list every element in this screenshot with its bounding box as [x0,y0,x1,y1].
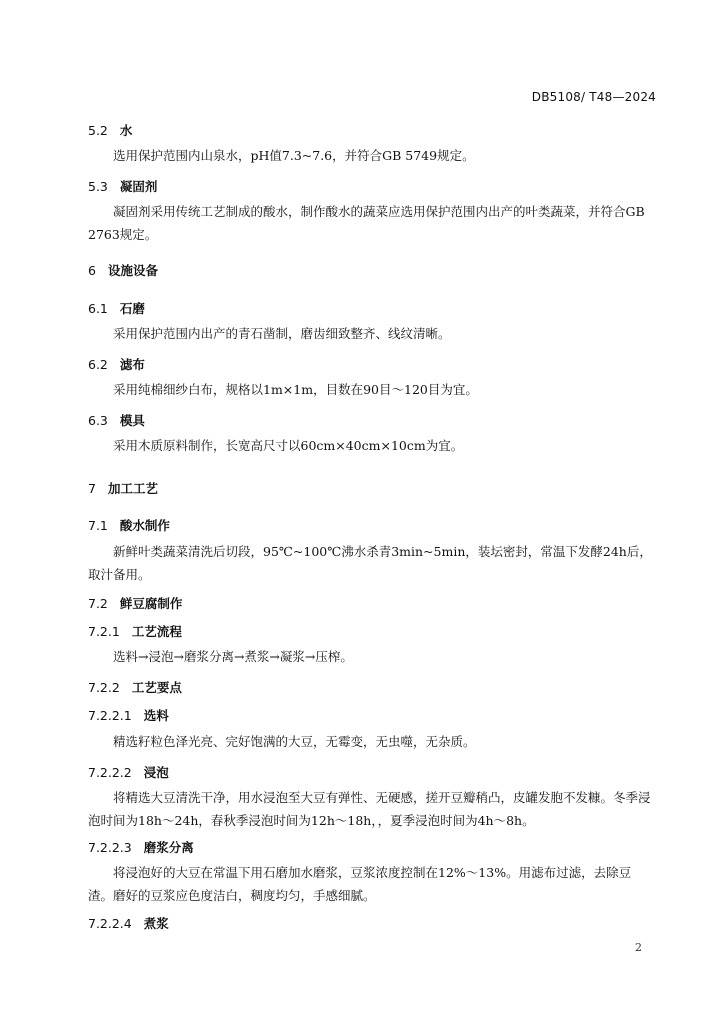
section-number: 6.3 [88,413,108,428]
section-number: 7.2.2.1 [88,708,132,723]
doc-code: DB5108/ T48—2024 [531,90,656,104]
paragraph: 精选籽粒色泽光亮、完好饱满的大豆，无霉变，无虫噬，无杂质。 [113,734,476,749]
section-heading-6 [88,261,158,279]
paragraph: 凝固剂采用传统工艺制成的酸水，制作酸水的蔬菜应选用保护范围内出产的叶类蔬菜，并符合GB 2763规定。 [88,204,645,242]
section-number: 6.2 [88,357,108,372]
section-title: 设施设备 [107,263,158,278]
paragraph: 选用保护范围内山泉水，pH值7.3~7.6，并符合GB 5749规定。 [113,148,475,163]
section-heading-6-2 [88,355,145,373]
section-title: 选料 [143,708,169,723]
paragraph: 将浸泡好的大豆在常温下用石磨加水磨浆，豆浆浓度控制在12%～13%。用滤布过滤，去除豆渣。磨好的豆浆应色度洁白，稠度均匀，手感细腻。 [88,865,632,903]
section-title: 石磨 [119,301,145,316]
section-title: 模具 [119,413,145,428]
section-heading-7-2-2-1 [88,706,169,724]
section-title: 酸水制作 [119,518,170,533]
section-number: 5.2 [88,123,108,138]
section-heading-7-2-2-3 [88,838,194,856]
section-number: 7 [88,481,96,496]
section-number: 5.3 [88,179,108,194]
section-heading-7-2 [88,594,182,612]
section-title: 工艺要点 [131,680,182,695]
section-heading-7-2-2-2 [88,763,169,781]
page-number: 2 [635,941,642,954]
section-title: 煮浆 [143,916,169,931]
section-title: 凝固剂 [119,179,158,194]
section-heading-6-1 [88,299,145,317]
section-title: 工艺流程 [131,624,182,639]
section-title: 浸泡 [143,765,169,780]
section-number: 6 [88,263,96,278]
section-number: 7.2.2 [88,680,120,695]
section-heading-6-3 [88,411,145,429]
paragraph: 采用保护范围内出产的青石凿制，磨齿细致整齐、线纹清晰。 [113,326,451,341]
section-heading-7-2-2-4 [88,914,169,932]
section-number: 7.2.1 [88,624,120,639]
section-number: 7.2.2.3 [88,840,132,855]
paragraph: 采用纯棉细纱白布，规格以1m×1m，目数在90目～120目为宜。 [113,382,478,397]
section-heading-5-2 [88,121,132,139]
section-title: 滤布 [119,357,145,372]
section-title: 鲜豆腐制作 [119,596,183,611]
section-title: 磨浆分离 [143,840,194,855]
section-number: 7.2.2.2 [88,765,132,780]
section-title: 水 [119,123,133,138]
section-number: 7.2 [88,596,108,611]
section-heading-7-2-1 [88,622,182,640]
section-title: 加工工艺 [107,481,158,496]
section-heading-5-3 [88,177,157,195]
section-heading-7 [88,479,158,497]
paragraph: 新鲜叶类蔬菜清洗后切段，95℃~100℃沸水杀青3min~5min，装坛密封，常温下发酵24h后，取汁备用。 [88,544,652,582]
section-heading-7-2-2 [88,678,182,696]
paragraph: 选料→浸泡→磨浆分离→煮浆→凝浆→压榨。 [113,649,353,664]
section-number: 7.1 [88,518,108,533]
paragraph: 采用木质原料制作，长宽高尺寸以60cm×40cm×10cm为宜。 [113,438,464,453]
section-number: 6.1 [88,301,108,316]
section-number: 7.2.2.4 [88,916,132,931]
paragraph: 将精选大豆清洗干净，用水浸泡至大豆有弹性、无硬感，搓开豆瓣稍凸，皮罐发胞不发糠。冬季浸泡时间为18h～24h，春秋季浸泡时间为12h～18h，，夏季浸泡时间为4h～8h。 [88,790,651,828]
section-heading-7-1 [88,516,170,534]
